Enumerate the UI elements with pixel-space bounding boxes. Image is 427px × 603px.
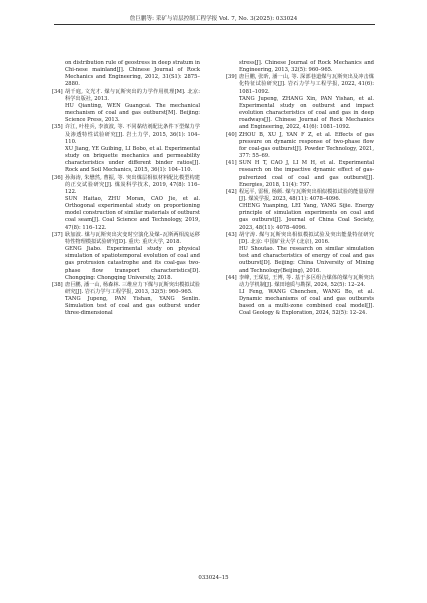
reference-text-zh: 胡守涛. 煤与瓦斯突出相似模拟试验及突出能量特征研究[D]. 北京: 中国矿业大学 (北京), 2016. [239, 231, 374, 245]
reference-continuation: stress[J]. Chinese Journal of Rock Mechanics and Engineering, 2013, 32(5): 960–965. [239, 60, 374, 74]
reference-36 [52, 175, 200, 232]
reference-43 [226, 232, 374, 275]
reference-text-zh: 孙海涛, 朱懋然, 曹振, 等. 突出煤层相似材料配比模型构建的正交试验研究[J]. 煤炭科学技术, 2019, 47(8): 116–122. [65, 174, 200, 195]
reference-text-en: HU Shoutao. The research on similar simulation test and characteristics of energy of coal and gas outburst[D]. Beijing: China University of Mining and Technology(Beijing), 2016. [239, 246, 374, 274]
reference-number: [36] [52, 174, 63, 181]
reference-number: [43] [226, 231, 237, 238]
reference-text-en: CHENG Yuanping, LEI Yang, YANG Sijie. Energy principle of simulation experiments on coal and gas outburst[J]. Journal of China Coal Society, 2023, 48(11): 4078–4096. [239, 203, 374, 231]
reference-text-en: SUN H T, CAO J, LI M H, et al. Experimental research on the impactive dynamic effect of gas-pulverized coal of coal and gas outburst[J]. Energies, 2018, 11(4): 797. [239, 160, 374, 188]
right-column [226, 60, 374, 318]
reference-number: [40] [226, 131, 237, 138]
reference-text-en: TANG Jupeng, PAN Yishan, YANG Senlin. Simulation test of coal and gas outburst under three-dimensional [65, 296, 200, 317]
reference-42 [226, 189, 374, 232]
reference-text-en: ZHOU B, XU J, YAN F Z, et al. Effects of gas pressure on dynamic response of two-phase flow for coal-gas outburst[J]. Powder Technology, 2021, 377: 55–69. [239, 131, 374, 160]
reference-number: [34] [52, 88, 63, 95]
reference-34 [52, 89, 200, 125]
reference-38 [52, 282, 200, 318]
reference-text-zh: 程远平, 雷杨, 杨颜. 煤与瓦斯突出相似模拟试验的能量原理[J]. 煤炭学报, 2023, 48(11): 4078–4096. [239, 188, 374, 202]
reference-text-zh: 李峰, 王琛辰, 王博, 等. 基于多区组合煤体的煤与瓦斯突出动力学机制[J]. 煤田地质与勘探, 2024, 52(5): 12–24. [239, 274, 374, 288]
reference-number: [39] [226, 74, 237, 81]
reference-text-zh: 唐巨鹏, 潘一山, 杨森林. 三维应力下煤与瓦斯突出模拟试验研究[J]. 岩石力学与工程学报, 2013, 32(5): 960–965. [65, 281, 200, 295]
reference-text-en: GENG Jiabo. Experimental study on physical simulation of spatiotemporal evolution of coal and gas protrusion catastrophe and its coal-gas two-phase flow transport characteristics[D]. Chongqing: Chongqing University, 2018. [65, 246, 200, 281]
running-header: 詹巨鹏等: 采矿与岩层控制工程学报 Vol. 7, No. 3(2025): 033024 [129, 16, 298, 22]
reference-39 [226, 74, 374, 131]
reference-number: [35] [52, 124, 63, 131]
reference-number: [42] [226, 188, 237, 195]
reference-text-zh: 耿加波. 煤与瓦斯突出灾变时空演化及煤–瓦斯两相流运移特性物理模拟试验研究[D]. 重庆: 重庆大学, 2018. [65, 231, 200, 245]
reference-text-zh: 许江, 叶桂兵, 李波波, 等. 不同黏结剂配比条件下型煤力学及渗透特性试验研究[J]. 岩土力学, 2015, 36(1): 104–110. [65, 124, 200, 145]
reference-41 [226, 160, 374, 189]
header-rule [54, 24, 375, 25]
reference-40 [226, 132, 374, 161]
reference-text-en: HU Qianting, WEN Guangcai. The mechanical mechanism of coal and gas outburst[M]. Beijing: Science Press, 2013. [65, 102, 200, 124]
reference-44 [226, 275, 374, 318]
left-column [52, 60, 200, 318]
reference-text-en: TANG Jupeng, ZHANG Xin, PAN Yishan, et al. Experimental study on outburst and impact evolution characteristics of coal and gas in deep roadways[J]. Chinese Journal of Rock Mechanics and Engineering, 2022, 41(6): 1081–1092. [239, 95, 374, 131]
reference-text-en: LI Feng, WANG Chenchen, WANG Bo, et al. Dynamic mechanisms of coal and gas outbursts based on a multi-zone combined coal model[J]. Coal Geology & Exploration, 2024, 52(5): 12–24. [239, 289, 374, 317]
reference-37 [52, 232, 200, 282]
reference-text-en: SUN Haitao, ZHU Moran, CAO Jie, et al. Orthogonal experimental study on proportioning model construction of similar materials of outburst coal seam[J]. Coal Science and Technology, 2019, 47(8): 116–122. [65, 195, 200, 231]
reference-number: [41] [226, 160, 237, 167]
page-number: 033024–15 [198, 575, 229, 581]
reference-text-zh: 唐巨鹏, 张昕, 潘一山, 等. 深部巷道煤与瓦斯突出及冲击煤化特征试验研究[J]. 岩石力学与工程学报, 2022, 41(6): 1081–1092. [239, 74, 374, 95]
reference-35 [52, 124, 200, 174]
reference-continuation: on distribution rule of geostress in deep stratum in Chi-nese mainland[J]. Chinese Journal of Rock Mechanics and Engineering, 2012, 31(S1): 2875–2880. [65, 60, 200, 88]
reference-text-zh: 胡千庭, 文光才. 煤与瓦斯突出的力学作用机理[M]. 北京: 科学出版社, 2013. [65, 88, 200, 102]
reference-number: [37] [52, 231, 63, 238]
reference-text-en: XU Jiang, YE Guibing, LI Bobo, et al. Experimental study on briquette mechanics and permeability characteristics under different binder ratios[J]. Rock and Soil Mechanics, 2015, 36(1): 104–110. [65, 145, 200, 174]
reference-number: [44] [226, 274, 237, 281]
reference-number: [38] [52, 281, 63, 288]
